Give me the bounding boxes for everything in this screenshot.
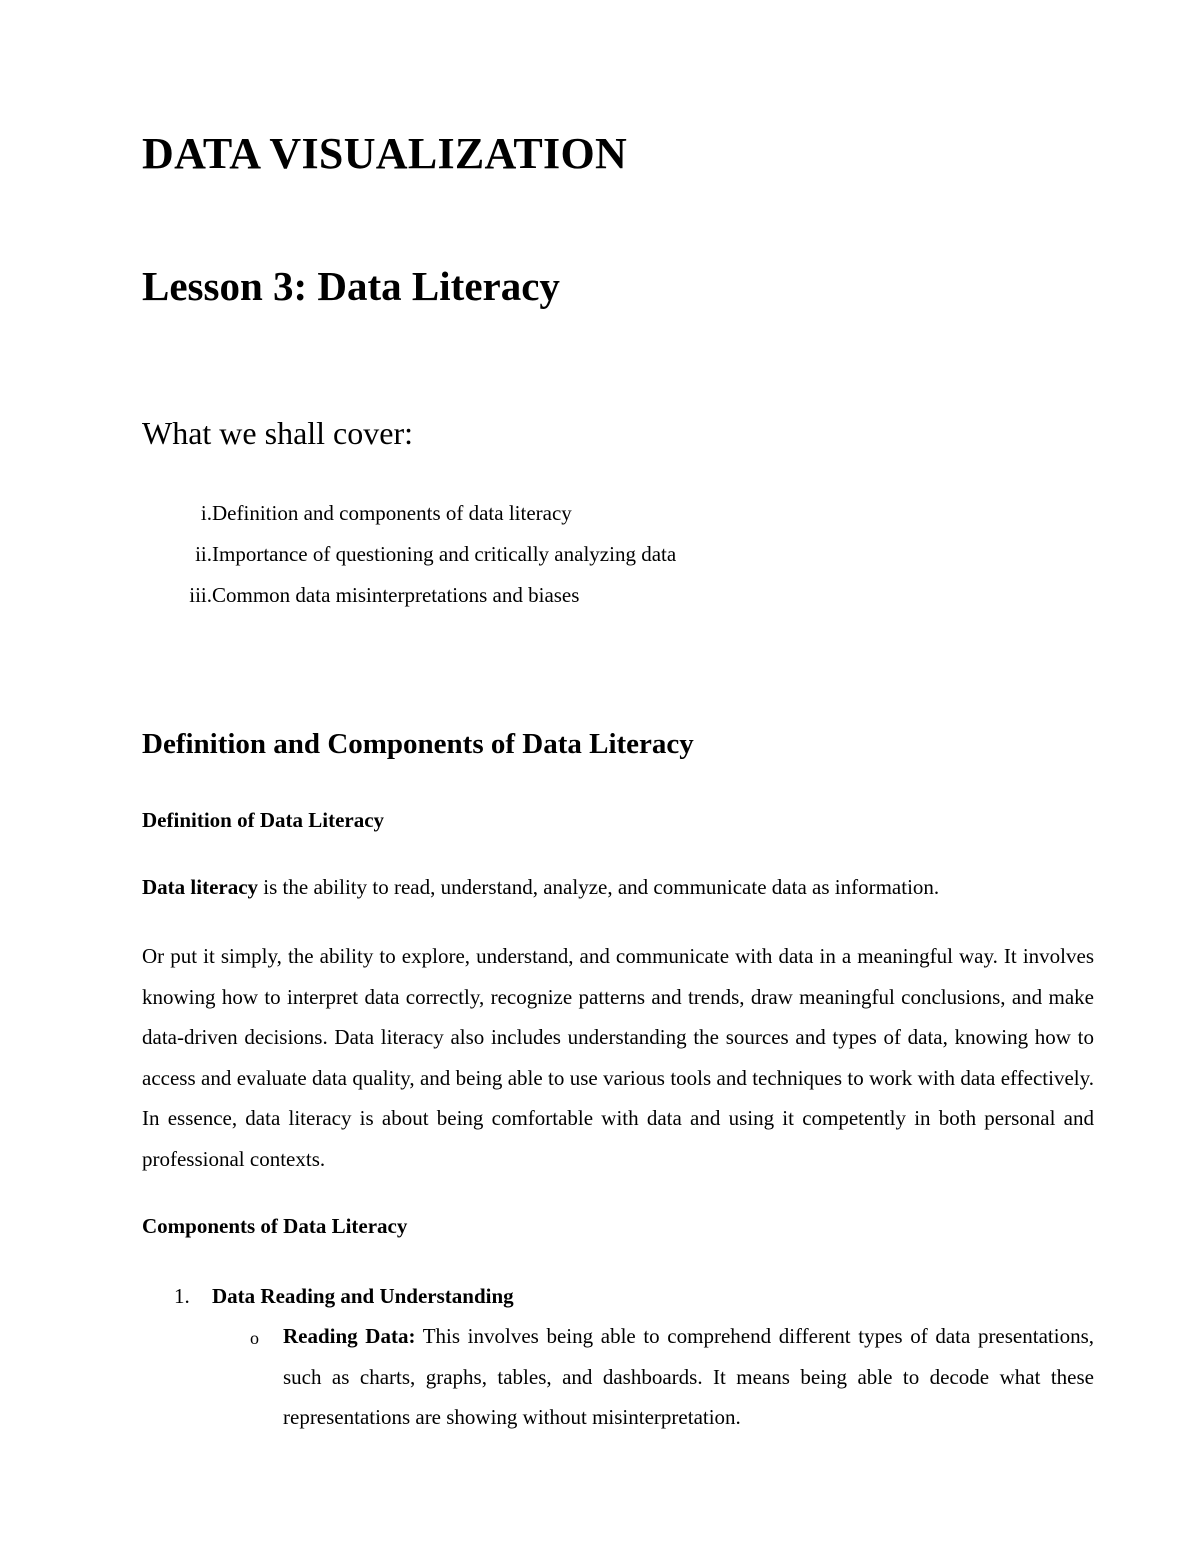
- component-number: 1.: [174, 1284, 190, 1308]
- definition-term: Data literacy: [142, 875, 259, 899]
- list-item: [142, 581, 1042, 622]
- bullet-text: [283, 1316, 1094, 1438]
- list-item: [142, 540, 1042, 581]
- components-heading: Components of Data Literacy: [142, 1214, 408, 1238]
- bullet-description: This involves being able to comprehend different types of data presentations, such as charts, graphs, tables, and dashboards. It means being able to decode what these representations are showing without misinterpretation.: [283, 1324, 1094, 1429]
- bullet-label: Reading Data:: [283, 1324, 416, 1348]
- list-item-text: Importance of questioning and critically analyzing data: [212, 542, 677, 566]
- definition-paragraph: Or put it simply, the ability to explore, understand, and communicate with data in a meaningful way. It involves knowing how to interpret data correctly, recognize patterns and trends, draw meaningful conclusions, and make data-driven decisions. Data literacy also includes understanding the sources and types of data, knowing how to access and evaluate data quality, and being able to use various tools and techniques to work with data effectively. In essence, data literacy is about being comfortable with data and using it competently in both personal and professional contexts.: [142, 944, 1094, 1171]
- definition-heading: Definition of Data Literacy: [142, 808, 385, 832]
- cover-heading: What we shall cover:: [142, 415, 413, 451]
- list-item-number: ii.: [195, 542, 212, 566]
- definition-text: is the ability to read, understand, analyze, and communicate data as information.: [258, 875, 940, 899]
- document-title: DATA VISUALIZATION: [142, 129, 628, 178]
- cover-list: [142, 499, 1042, 622]
- list-item-number: iii.: [189, 583, 212, 607]
- list-item-number: i.: [200, 501, 212, 525]
- list-item-text: Common data misinterpretations and biases: [212, 583, 580, 607]
- section-heading: Definition and Components of Data Literacy: [142, 728, 694, 760]
- component-title: Data Reading and Understanding: [212, 1284, 514, 1308]
- bullet-mark: o: [250, 1328, 259, 1348]
- list-item: [142, 499, 1042, 540]
- definition-sentence: [142, 867, 1094, 908]
- lesson-title: Lesson 3: Data Literacy: [142, 263, 560, 309]
- list-item-text: Definition and components of data literacy: [212, 501, 572, 525]
